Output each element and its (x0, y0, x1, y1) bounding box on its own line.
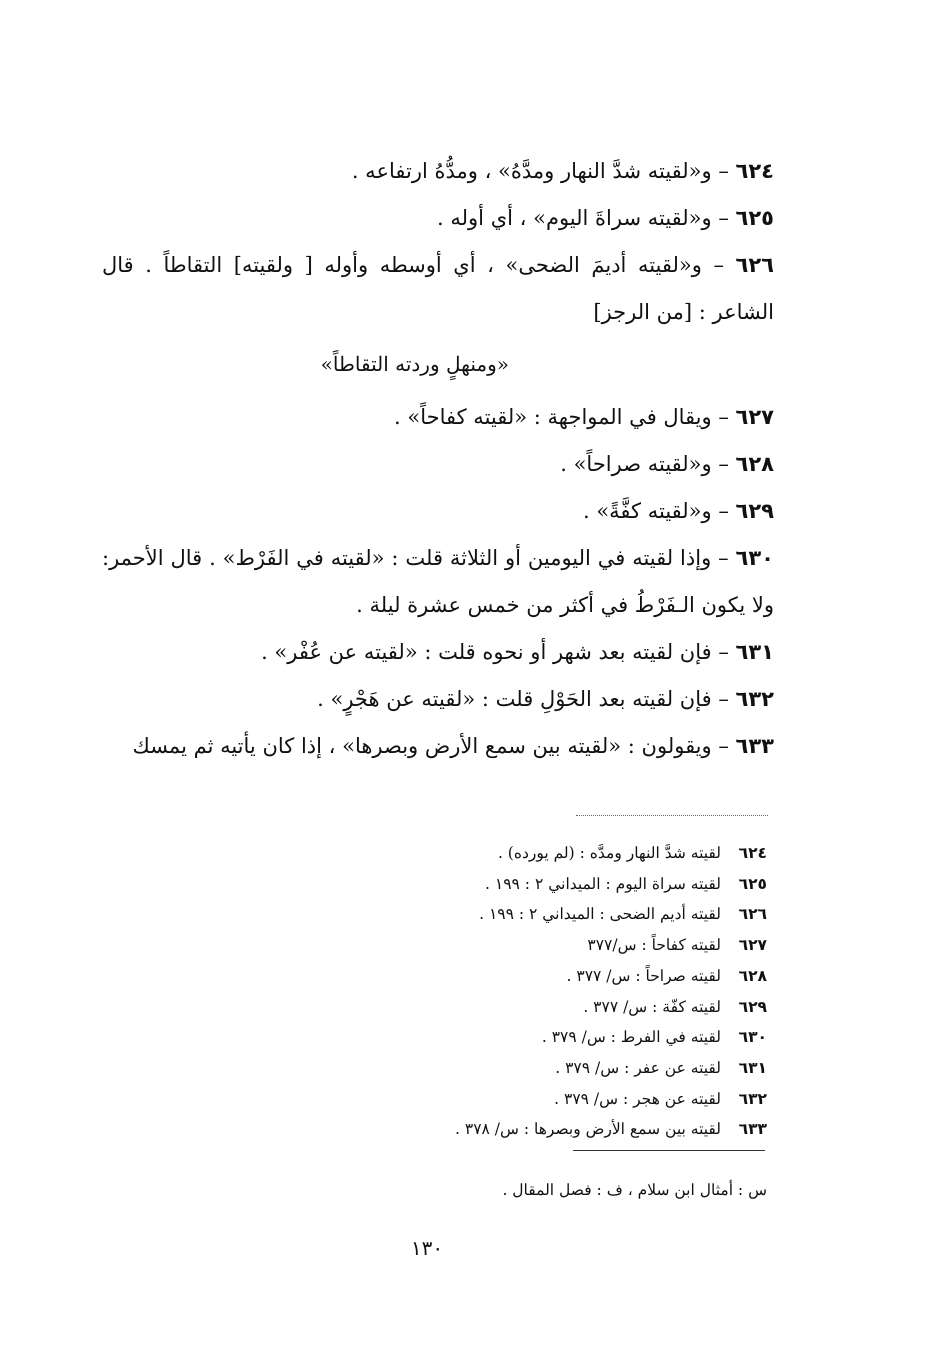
footnote-text: لقيته كفّة : س/ ٣٧٧ . (583, 997, 721, 1016)
footnote-number: ٦٣٣ (738, 1120, 767, 1139)
footnote-text: لقيته عن عفر : س/ ٣٧٩ . (555, 1058, 721, 1077)
footnote-text: لقيته صراحاً : س/ ٣٧٧ . (566, 966, 721, 985)
footnote-number: ٦٣٠ (738, 1028, 767, 1047)
entry-number: ٦٢٦ (735, 253, 774, 277)
footnote-number: ٦٢٦ (738, 905, 767, 924)
entry-text: و«لقيته كفَّةً» . (582, 499, 712, 523)
entry-number: ٦٣١ (735, 640, 774, 664)
footnote-text: لقيته سراة اليوم : الميداني ٢ : ١٩٩ . (485, 874, 721, 893)
entry-628 (102, 441, 774, 488)
abbreviations-separator (573, 1150, 765, 1151)
entry-text: ويقال في المواجهة : «لقيته كفاحاً» . (394, 405, 712, 429)
entry-dash: – (718, 499, 729, 523)
entry-number: ٦٢٥ (735, 206, 774, 230)
entry-text: فإن لقيته بعد الحَوْلِ قلت : «لقيته عن هَجْرٍ» . (317, 687, 712, 711)
footnote-item (207, 838, 767, 869)
poem-verse: «ومنهلٍ وردته التقاطاً» (320, 352, 509, 376)
entry-text: و«لقيته صراحاً» . (560, 452, 712, 476)
entry-633 (102, 723, 774, 770)
entry-dash: – (718, 452, 729, 476)
footnote-text: لقيته بين سمع الأرض وبصرها : س/ ٣٧٨ . (455, 1120, 721, 1139)
footnote-number: ٦٢٥ (738, 874, 767, 893)
footnote-text: لقيته كفاحاً : س/٣٧٧ (587, 936, 721, 955)
footnote-number: ٦٢٩ (738, 997, 767, 1016)
entry-626 (102, 242, 774, 336)
footnote-item (207, 1053, 767, 1084)
footnote-number: ٦٢٤ (738, 844, 767, 862)
entry-text: فإن لقيته بعد شهر أو نحوه قلت : «لقيته عن عُفْر» . (261, 640, 712, 664)
entry-630 (102, 535, 774, 629)
footnote-item (207, 1084, 767, 1115)
footnote-item (207, 1022, 767, 1053)
footnote-item (207, 899, 767, 930)
footnote-number: ٦٢٨ (738, 966, 767, 985)
entry-dash: – (718, 159, 729, 183)
entry-dash: – (718, 405, 729, 429)
entry-number: ٦٢٩ (735, 499, 774, 523)
entry-text: و«لقيته سراةَ اليوم» ، أي أوله . (437, 206, 712, 230)
entry-625 (102, 195, 774, 242)
entry-dash: – (718, 206, 729, 230)
abbreviations-note: س : أمثال ابن سلام ، ف : فصل المقال . (502, 1181, 767, 1199)
entry-number: ٦٣٣ (735, 734, 774, 758)
entry-text: و«لقيته شدَّ النهار ومدَّهُ» ، ومدُّهُ ارتفاعه . (351, 159, 712, 183)
entry-dash: – (718, 687, 729, 711)
footnote-text: لقيته شدَّ النهار ومدَّه : (لم يورده) . (497, 844, 721, 862)
footnote-text: لقيته في الفرط : س/ ٣٧٩ . (541, 1028, 721, 1047)
footnote-item (207, 930, 767, 961)
footnote-text: لقيته أديم الضحى : الميداني ٢ : ١٩٩ . (479, 905, 721, 924)
entry-text: و«لقيته أديمَ الضحى» ، أي أوسطه وأوله [ ولقيته] التقاطاً . قال الشاعر : [من الرجز] (102, 253, 774, 324)
entry-dash: – (713, 253, 724, 277)
footnote-item (207, 961, 767, 992)
entry-624 (102, 148, 774, 195)
entry-629 (102, 488, 774, 535)
footnote-separator (576, 815, 768, 816)
entry-number: ٦٢٤ (735, 159, 774, 183)
footnote-number: ٦٣٢ (738, 1089, 767, 1108)
entry-632 (102, 676, 774, 723)
entry-number: ٦٢٧ (735, 405, 774, 429)
main-text (102, 148, 774, 770)
footnote-number: ٦٢٧ (738, 936, 767, 955)
entry-number: ٦٣٢ (735, 687, 774, 711)
entry-dash: – (718, 546, 729, 570)
footnote-item (207, 1114, 767, 1145)
footnotes-list (207, 838, 767, 1145)
entry-number: ٦٣٠ (735, 546, 774, 570)
entry-dash: – (718, 640, 729, 664)
footnote-text: لقيته عن هجر : س/ ٣٧٩ . (554, 1089, 721, 1108)
entry-631 (102, 629, 774, 676)
entry-number: ٦٢٨ (735, 452, 774, 476)
page-number: ١٣٠ (410, 1236, 444, 1260)
entry-text: وإذا لقيته في اليومين أو الثلاثة قلت : «لقيته في الفَرْط» . قال الأحمر: ولا يكون الـفَرْطُ في أكثر من خمس عشرة ليلة . (102, 546, 774, 617)
entry-text: ويقولون : «لقيته بين سمع الأرض وبصرها» ، إذا كان يأتيه ثم يمسك (132, 734, 712, 758)
footnote-item (207, 869, 767, 900)
entry-627 (102, 394, 774, 441)
footnote-item (207, 992, 767, 1023)
entry-dash: – (718, 734, 729, 758)
footnote-number: ٦٣١ (738, 1058, 767, 1077)
